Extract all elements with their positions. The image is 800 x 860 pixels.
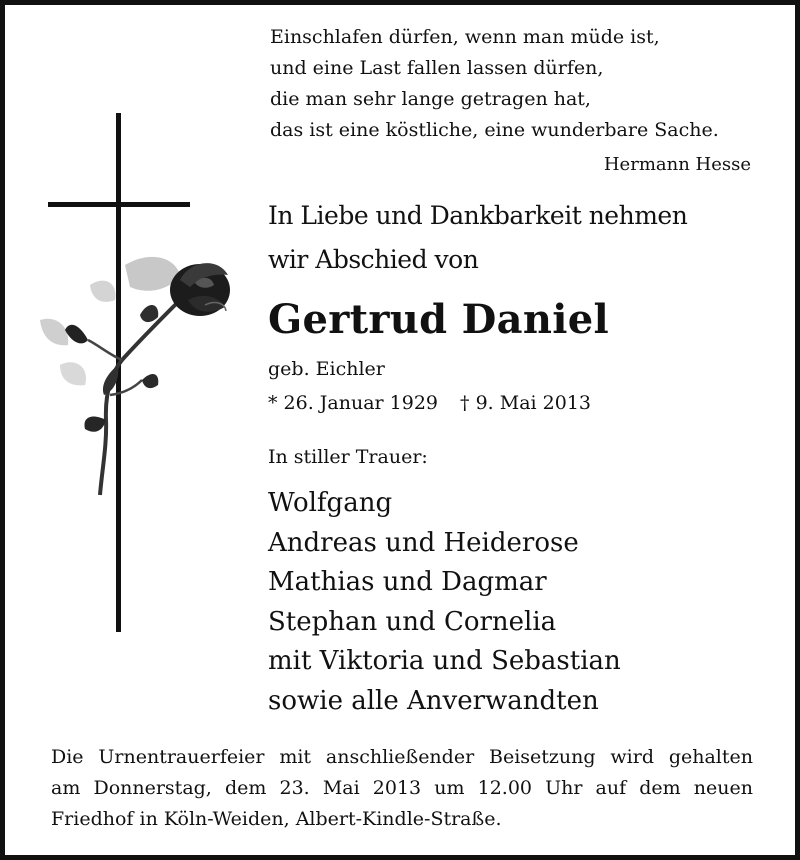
birth-name: geb. Eichler <box>268 358 385 380</box>
poem-line: und eine Last fallen lassen dürfen, <box>270 57 604 79</box>
mourning-label: In stiller Trauer: <box>268 446 428 468</box>
family-list <box>268 484 621 721</box>
death-date: † 9. Mai 2013 <box>460 392 591 414</box>
poem-line: Einschlafen dürfen, wenn man müde ist, <box>270 26 660 48</box>
poem-line: das ist eine köstliche, eine wunderbare Sache. <box>270 119 719 141</box>
family-member: mit Viktoria und Sebastian <box>268 646 621 676</box>
family-member: sowie alle Anverwandten <box>268 685 599 716</box>
birth-date: * 26. Januar 1929 <box>268 392 439 414</box>
service-line: am Donnerstag, dem 23. Mai 2013 um 12.00 Uhr auf dem neuen <box>51 777 753 799</box>
service-line: Friedhof in Köln-Weiden, Albert-Kindle-Straße. <box>51 808 502 830</box>
intro-line: In Liebe und Dankbarkeit nehmen <box>268 201 688 230</box>
intro-text <box>268 194 687 282</box>
service-info <box>51 742 753 835</box>
family-member: Mathias und Dagmar <box>268 567 547 597</box>
family-member: Wolfgang <box>268 488 393 518</box>
service-line: Die Urnentrauerfeier mit anschließender Beisetzung wird gehalten <box>51 746 753 768</box>
poem-line: die man sehr lange getragen hat, <box>270 88 591 110</box>
family-member: Stephan und Cornelia <box>268 606 557 637</box>
intro-line: wir Abschied von <box>268 245 479 274</box>
deceased-name: Gertrud Daniel <box>268 296 609 343</box>
family-member: Andreas und Heiderose <box>268 527 579 558</box>
rose-icon <box>30 245 240 505</box>
cross-bar <box>48 202 190 207</box>
poem <box>270 22 760 146</box>
poem-author: Hermann Hesse <box>603 154 751 175</box>
life-dates <box>268 392 591 414</box>
